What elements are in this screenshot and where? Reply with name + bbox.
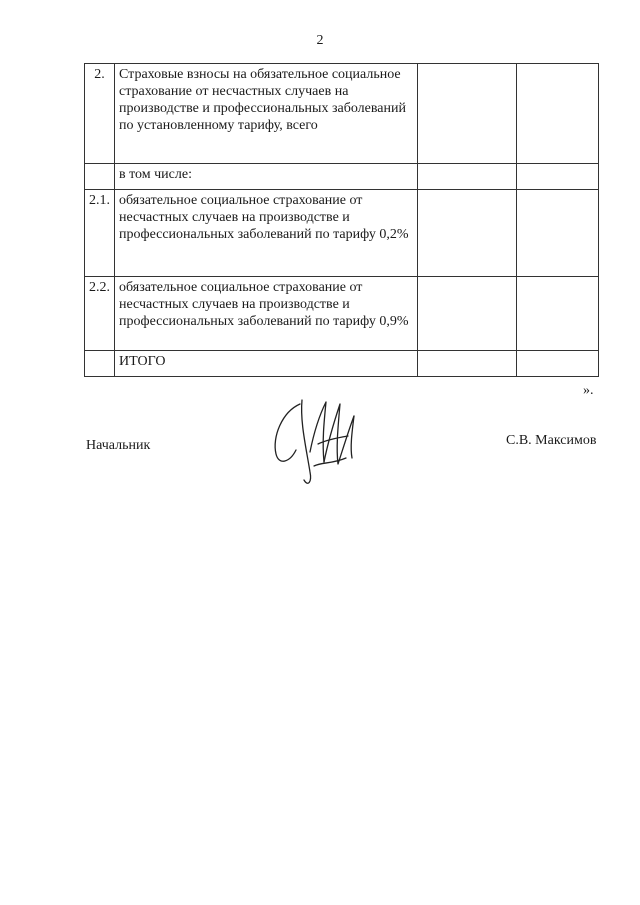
row-value-cell [517, 64, 599, 164]
table-row [85, 351, 599, 377]
row-description: Страховые взносы на обязательное социальное страхование от несчастных случаев на производстве и профессиональных заболеваний по установленному тарифу, всего [115, 64, 418, 164]
row-number [85, 351, 115, 377]
row-value-cell [418, 351, 517, 377]
row-description: в том числе: [115, 164, 418, 190]
row-value-cell [418, 64, 517, 164]
row-value-cell [418, 190, 517, 277]
table-row [85, 164, 599, 190]
table-row [85, 64, 599, 164]
row-description: обязательное социальное страхование от несчастных случаев на производстве и профессиональных заболеваний по тарифу 0,2% [115, 190, 418, 277]
row-number: 2.1. [85, 190, 115, 277]
contributions-table [84, 63, 599, 377]
row-value-cell [517, 164, 599, 190]
table-row [85, 190, 599, 277]
row-number [85, 164, 115, 190]
signatory-name: С.В. Максимов [506, 433, 597, 448]
row-value-cell [517, 190, 599, 277]
handwritten-signature [262, 392, 382, 492]
row-description: обязательное социальное страхование от несчастных случаев на производстве и профессиональных заболеваний по тарифу 0,9% [115, 277, 418, 351]
page-number: 2 [316, 33, 324, 48]
row-value-cell [418, 277, 517, 351]
table-row [85, 277, 599, 351]
row-number: 2.2. [85, 277, 115, 351]
row-value-cell [517, 351, 599, 377]
row-description: ИТОГО [115, 351, 418, 377]
row-value-cell [418, 164, 517, 190]
row-number: 2. [85, 64, 115, 164]
signatory-title: Начальник [86, 438, 151, 453]
closing-quote-mark: ». [583, 383, 594, 398]
row-value-cell [517, 277, 599, 351]
